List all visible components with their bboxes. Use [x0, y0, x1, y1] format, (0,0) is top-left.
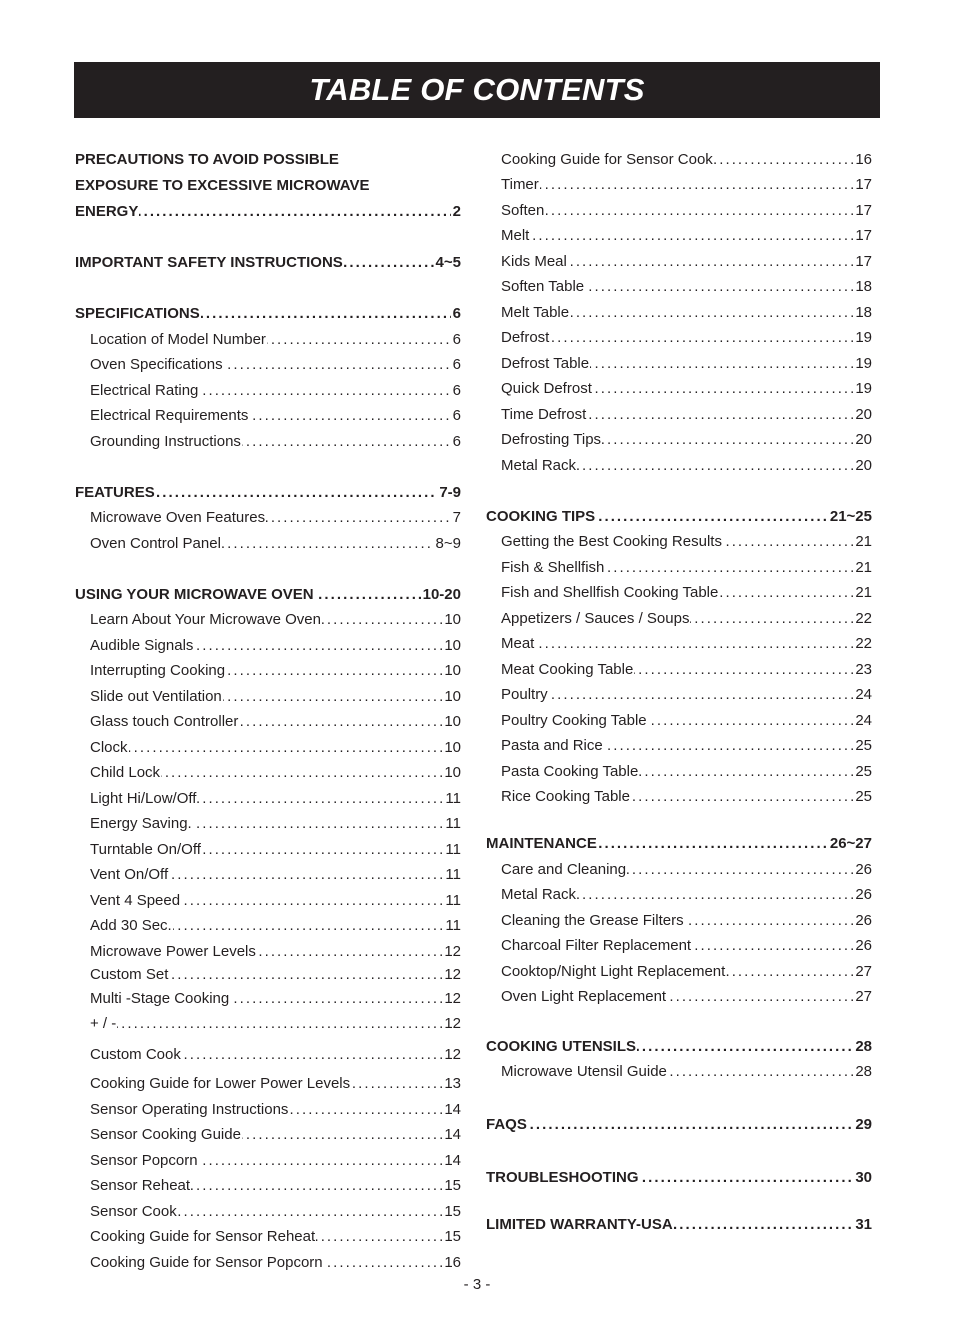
- toc-entry: [501, 1062, 872, 1082]
- toc-entry: [501, 860, 872, 880]
- toc-entry-page: . . . 14: [444, 1126, 461, 1143]
- toc-entry-title: Metal Rack: [501, 886, 577, 903]
- toc-entry-title: Add 30 Sec.: [90, 917, 172, 934]
- toc-entry-title: Rice Cooking Table: [501, 788, 630, 805]
- toc-entry-page: . . . 30: [855, 1169, 872, 1186]
- toc-entry: [501, 430, 872, 450]
- toc-entry: [90, 381, 461, 401]
- toc-entry-title: Cooking Guide for Lower Power Levels: [90, 1075, 351, 1092]
- toc-entry-page: . . . 17: [855, 202, 872, 219]
- toc-entry-title: + / -: [90, 1015, 117, 1032]
- toc-entry: [501, 532, 872, 552]
- toc-entry: [501, 685, 872, 705]
- toc-entry-title: Audible Signals: [90, 637, 194, 654]
- toc-entry: [90, 1100, 461, 1120]
- toc-entry-page: . . . 28: [855, 1063, 872, 1080]
- toc-section-heading: [486, 1215, 872, 1235]
- toc-entry-page: . . . 24: [855, 712, 872, 729]
- toc-entry-title: Metal Rack: [501, 457, 577, 474]
- toc-section-heading: [75, 176, 461, 196]
- toc-entry-title: Fish and Shellfish Cooking Table: [501, 584, 719, 601]
- toc-entry-page: . . . 18: [855, 304, 872, 321]
- toc-entry: [501, 252, 872, 272]
- toc-entry: [90, 1125, 461, 1145]
- toc-entry-page: . . . 26: [855, 937, 872, 954]
- toc-entry-page: . . . 26: [855, 886, 872, 903]
- toc-section-heading: [75, 304, 461, 324]
- toc-entry-title: Oven Specifications: [90, 356, 223, 373]
- toc-entry: [90, 355, 461, 375]
- toc-entry-page: . . . 27: [855, 988, 872, 1005]
- toc-entry-page: . . . 15: [444, 1177, 461, 1194]
- toc-entry: [501, 736, 872, 756]
- toc-entry-page: . . . 25: [855, 788, 872, 805]
- toc-entry-page: . . . 31: [855, 1216, 872, 1233]
- toc-entry-page: . . . 21: [855, 584, 872, 601]
- toc-entry-page: . . . 6: [452, 433, 461, 450]
- toc-entry-page: . . . 14: [444, 1152, 461, 1169]
- toc-entry-page: . . . 11: [445, 790, 461, 807]
- toc-entry-page: . . . 10: [444, 662, 461, 679]
- toc-entry: [90, 738, 461, 758]
- toc-entry-page: . . . 12: [444, 1046, 461, 1063]
- toc-entry-title: Sensor Cook: [90, 1203, 177, 1220]
- toc-entry-page: . . . 12: [444, 990, 461, 1007]
- toc-section-heading: [486, 1037, 872, 1057]
- toc-entry-title: Cooktop/Night Light Replacement: [501, 963, 726, 980]
- toc-entry-title: Cooking Guide for Sensor Cook: [501, 151, 713, 168]
- toc-entry: [501, 354, 872, 374]
- toc-entry-title: Kids Meal: [501, 253, 567, 270]
- toc-entry-page: . . . 22: [855, 635, 872, 652]
- toc-entry-page: . . . 16: [444, 1254, 461, 1271]
- toc-entry-title: Electrical Requirements: [90, 407, 249, 424]
- toc-entry-title: USING YOUR MICROWAVE OVEN: [75, 586, 314, 603]
- toc-entry-title: Oven Control Panel: [90, 535, 221, 552]
- toc-entry-page: . . . 6: [452, 407, 461, 424]
- toc-entry-page: . . . 14: [444, 1101, 461, 1118]
- toc-entry: [90, 687, 461, 707]
- toc-entry-page: . . . 29: [855, 1116, 872, 1133]
- toc-entry-page: . . . 19: [855, 355, 872, 372]
- toc-entry-page: . . . 6: [452, 305, 461, 322]
- toc-entry-page: . . . 4~5: [435, 254, 461, 271]
- toc-entry-page: . . . 2: [452, 203, 461, 220]
- toc-entry-page: . . . 21: [855, 533, 872, 550]
- toc-entry-title: Charcoal Filter Replacement: [501, 937, 692, 954]
- toc-entry-title: EXPOSURE TO EXCESSIVE MICROWAVE: [75, 177, 370, 194]
- toc-entry: [501, 762, 872, 782]
- toc-entry: [501, 328, 872, 348]
- toc-entry: [501, 634, 872, 654]
- title-banner: [74, 62, 880, 118]
- toc-entry-title: Appetizers / Sauces / Soups: [501, 610, 690, 627]
- toc-entry: [501, 201, 872, 221]
- toc-entry-title: Sensor Popcorn: [90, 1152, 198, 1169]
- toc-entry: [90, 1202, 461, 1222]
- toc-section-heading: [75, 150, 461, 170]
- toc-entry: [501, 150, 872, 170]
- toc-entry-page: . . . 10: [444, 637, 461, 654]
- toc-entry: [501, 885, 872, 905]
- toc-entry-page: . . . 20: [855, 457, 872, 474]
- toc-entry-page: . . . 10: [444, 611, 461, 628]
- toc-entry-title: Quick Defrost: [501, 380, 592, 397]
- toc-entry-title: Grounding Instructions: [90, 433, 241, 450]
- toc-entry-title: Sensor Operating Instructions: [90, 1101, 289, 1118]
- toc-entry: [90, 1176, 461, 1196]
- toc-entry-title: Cooking Guide for Sensor Popcorn: [90, 1254, 323, 1271]
- toc-entry-title: Custom Cook: [90, 1046, 181, 1063]
- toc-entry: [501, 456, 872, 476]
- toc-entry-title: Slide out Ventilation: [90, 688, 222, 705]
- toc-entry-title: SPECIFICATIONS: [75, 305, 200, 322]
- toc-entry-page: . . . 17: [855, 253, 872, 270]
- toc-entry-page: . . . 10: [444, 688, 461, 705]
- toc-entry: [501, 175, 872, 195]
- toc-entry-title: FAQS: [486, 1116, 527, 1133]
- toc-entry: [90, 916, 461, 936]
- toc-entry-page: . . . 28: [855, 1038, 872, 1055]
- toc-entry-page: . . . 23: [855, 661, 872, 678]
- toc-entry-page: . . . 12: [444, 1015, 461, 1032]
- page-number: - 3 -: [463, 1276, 491, 1293]
- toc-entry-page: . . . 17: [855, 227, 872, 244]
- toc-section-heading: [486, 834, 872, 854]
- toc-entry-title: MAINTENANCE: [486, 835, 597, 852]
- toc-entry-page: . . . 27: [855, 963, 872, 980]
- toc-entry-title: Cleaning the Grease Filters: [501, 912, 684, 929]
- toc-entry-title: ENERGY: [75, 203, 139, 220]
- toc-entry-title: Turntable On/Off: [90, 841, 201, 858]
- toc-entry-title: Microwave Utensil Guide: [501, 1063, 667, 1080]
- toc-entry: [90, 763, 461, 783]
- toc-entry-title: Energy Saving.: [90, 815, 192, 832]
- toc-entry: [90, 814, 461, 834]
- toc-entry-page: . . . 10: [444, 739, 461, 756]
- toc-entry: [501, 962, 872, 982]
- toc-entry-title: Pasta Cooking Table: [501, 763, 639, 780]
- toc-section-heading: [75, 202, 461, 222]
- toc-entry-page: . . . 25: [855, 737, 872, 754]
- toc-entry: [501, 660, 872, 680]
- toc-entry-title: Cooking Guide for Sensor Reheat: [90, 1228, 316, 1245]
- toc-entry: [90, 989, 461, 1009]
- toc-entry-title: Poultry Cooking Table: [501, 712, 647, 729]
- toc-entry-title: Interrupting Cooking: [90, 662, 226, 679]
- toc-entry-title: Multi -Stage Cooking: [90, 990, 230, 1007]
- toc-entry: [501, 609, 872, 629]
- toc-entry-title: FEATURES: [75, 484, 155, 501]
- toc-entry-page: . . . 26: [855, 912, 872, 929]
- toc-entry-page: . . . 11: [445, 841, 461, 858]
- toc-entry: [501, 277, 872, 297]
- toc-entry-page: . . . 6: [452, 331, 461, 348]
- toc-entry-title: Defrost: [501, 329, 550, 346]
- toc-section-heading: [486, 1115, 872, 1135]
- toc-entry-title: Timer: [501, 176, 539, 193]
- toc-entry-title: Location of Model Number: [90, 331, 266, 348]
- toc-entry-title: Fish & Shellfish: [501, 559, 605, 576]
- toc-entry: [501, 405, 872, 425]
- toc-entry-page: . . . 11: [445, 866, 461, 883]
- toc-entry-page: . . . 18: [855, 278, 872, 295]
- toc-entry: [501, 936, 872, 956]
- toc-entry: [90, 1253, 461, 1273]
- toc-entry-page: . . . 10: [444, 764, 461, 781]
- toc-entry-title: Clock: [90, 739, 128, 756]
- toc-section-heading: [75, 253, 461, 273]
- toc-entry-title: Sensor Reheat: [90, 1177, 191, 1194]
- toc-entry-title: LIMITED WARRANTY-USA: [486, 1216, 673, 1233]
- toc-entry-page: . . . 25: [855, 763, 872, 780]
- toc-entry: [501, 558, 872, 578]
- toc-entry: [90, 712, 461, 732]
- toc-entry-page: . . . 6: [452, 356, 461, 373]
- toc-entry-title: Soften Table: [501, 278, 585, 295]
- toc-entry-title: Vent On/Off: [90, 866, 169, 883]
- toc-entry-title: Microwave Oven Features: [90, 509, 266, 526]
- toc-entry-page: . . . 20: [855, 431, 872, 448]
- toc-entry-title: Defrosting Tips: [501, 431, 602, 448]
- toc-entry-page: . . . 11: [445, 815, 461, 832]
- toc-entry-page: . . . 10: [444, 713, 461, 730]
- toc-entry-title: Sensor Cooking Guide: [90, 1126, 241, 1143]
- toc-entry-title: COOKING TIPS: [486, 508, 596, 525]
- toc-entry-title: Glass touch Controller: [90, 713, 239, 730]
- toc-entry-page: . . . 15: [444, 1228, 461, 1245]
- toc-entry-title: Defrost Table: [501, 355, 590, 372]
- toc-entry-title: Oven Light Replacement: [501, 988, 667, 1005]
- toc-entry-title: Meat: [501, 635, 535, 652]
- toc-entry-title: TROUBLESHOOTING: [486, 1169, 639, 1186]
- toc-entry: [501, 787, 872, 807]
- toc-entry: [90, 330, 461, 350]
- toc-entry-title: Getting the Best Cooking Results: [501, 533, 722, 550]
- toc-section-heading: [75, 483, 461, 503]
- toc-entry-title: Melt Table: [501, 304, 570, 321]
- toc-entry: [501, 583, 872, 603]
- toc-entry-page: . . . 12: [444, 966, 461, 983]
- toc-entry-title: Microwave Power Levels: [90, 943, 256, 960]
- toc-entry-page: . . . 17: [855, 176, 872, 193]
- toc-entry: [90, 534, 461, 554]
- toc-entry-page: . . . 21: [855, 559, 872, 576]
- toc-entry-title: Meat Cooking Table: [501, 661, 634, 678]
- toc-entry: [90, 661, 461, 681]
- toc-entry-page: . . . 10-20: [422, 586, 461, 603]
- toc-entry-title: Time Defrost: [501, 406, 587, 423]
- toc-entry-page: . . . 19: [855, 380, 872, 397]
- toc-entry: [501, 303, 872, 323]
- toc-entry: [501, 226, 872, 246]
- toc-entry-page: . . . 6: [452, 382, 461, 399]
- toc-entry-page: . . . 26~27: [829, 835, 872, 852]
- toc-entry: [90, 840, 461, 860]
- page-title: TABLE OF CONTENTS: [309, 72, 645, 107]
- toc-entry-page: . . . 15: [444, 1203, 461, 1220]
- toc-entry: [90, 965, 461, 985]
- toc-entry-page: . . . 24: [855, 686, 872, 703]
- toc-entry-title: COOKING UTENSILS: [486, 1038, 637, 1055]
- toc-entry: [90, 1227, 461, 1247]
- toc-entry: [501, 711, 872, 731]
- toc-section-heading: [486, 1168, 872, 1188]
- toc-entry-title: IMPORTANT SAFETY INSTRUCTIONS: [75, 254, 343, 271]
- toc-entry-title: Melt: [501, 227, 530, 244]
- toc-entry: [90, 865, 461, 885]
- toc-entry: [90, 508, 461, 528]
- toc-entry-title: Learn About Your Microwave Oven: [90, 611, 321, 628]
- toc-entry-title: Child Lock: [90, 764, 161, 781]
- toc-entry-title: Custom Set: [90, 966, 169, 983]
- toc-entry-page: . . . 13: [444, 1075, 461, 1092]
- toc-entry-page: . . . 11: [445, 892, 461, 909]
- toc-entry: [501, 911, 872, 931]
- toc-entry-page: . . . 20: [855, 406, 872, 423]
- toc-entry-title: Vent 4 Speed: [90, 892, 181, 909]
- toc-entry: [90, 891, 461, 911]
- toc-entry-page: . . . 22: [855, 610, 872, 627]
- toc-entry: [90, 432, 461, 452]
- toc-entry-page: . . . 7: [452, 509, 461, 526]
- toc-entry: [90, 1151, 461, 1171]
- toc-entry: [90, 789, 461, 809]
- toc-entry: [501, 987, 872, 1007]
- toc-entry-title: Pasta and Rice: [501, 737, 603, 754]
- toc-entry-title: Soften: [501, 202, 545, 219]
- toc-entry: [90, 610, 461, 630]
- toc-entry: [90, 1014, 461, 1034]
- toc-entry: [501, 379, 872, 399]
- toc-entry: [90, 406, 461, 426]
- toc-entry-page: . . . 16: [855, 151, 872, 168]
- toc-entry-page: . . . 12: [444, 943, 461, 960]
- toc-entry-page: . . . 11: [445, 917, 461, 934]
- toc-entry: [90, 1045, 461, 1065]
- toc-section-heading: [486, 507, 872, 527]
- toc-entry-page: . . . 8~9: [435, 535, 461, 552]
- toc-entry-title: Electrical Rating: [90, 382, 199, 399]
- toc-entry-page: . . . 21~25: [829, 508, 872, 525]
- toc-entry-page: . . . 19: [855, 329, 872, 346]
- toc-entry-title: Care and Cleaning: [501, 861, 627, 878]
- toc-entry-title: PRECAUTIONS TO AVOID POSSIBLE: [75, 151, 339, 168]
- toc-section-heading: [75, 585, 461, 605]
- toc-entry: [90, 636, 461, 656]
- toc-entry: [90, 942, 461, 962]
- toc-entry-title: Light Hi/Low/Off: [90, 790, 197, 807]
- toc-entry-title: Poultry: [501, 686, 548, 703]
- toc-entry: [90, 1074, 461, 1094]
- toc-entry-page: . . . 7-9: [439, 484, 461, 501]
- toc-entry-page: . . . 26: [855, 861, 872, 878]
